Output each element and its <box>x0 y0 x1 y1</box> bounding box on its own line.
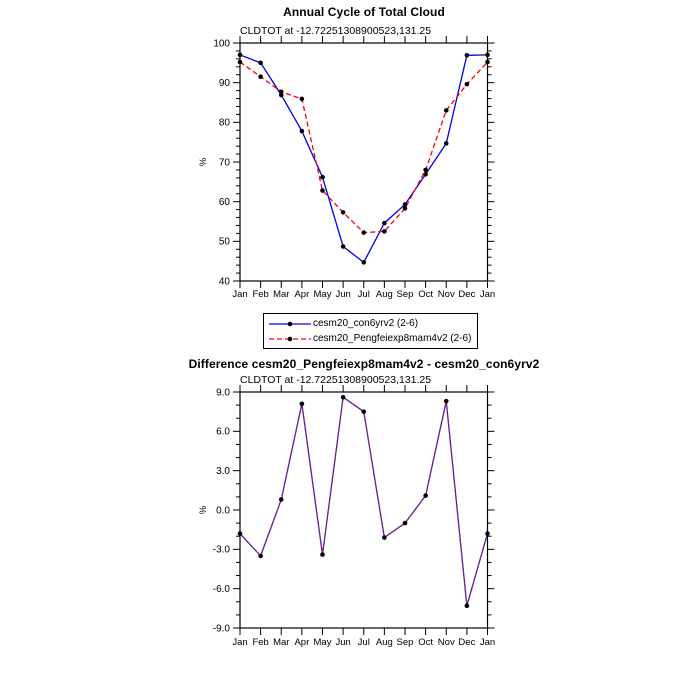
data-point-marker <box>361 409 366 414</box>
blue-solid-line-sample-icon <box>268 318 312 330</box>
chart1-frame <box>240 43 488 281</box>
data-point-marker <box>279 89 284 94</box>
x-tick-label: Feb <box>252 289 269 300</box>
chart1 <box>198 36 495 300</box>
data-point-marker <box>465 603 470 608</box>
chart2-series-0-line <box>240 397 488 605</box>
x-tick-label: Dec <box>458 637 476 648</box>
x-tick-label: May <box>313 637 332 648</box>
x-tick-label: Jul <box>357 289 370 300</box>
legend-row-con6yrv2 <box>268 316 475 331</box>
x-tick-label: Jun <box>335 637 351 648</box>
x-tick-label: Sep <box>396 289 414 300</box>
data-point-marker <box>279 497 284 502</box>
y-tick-label: 9.0 <box>216 387 230 399</box>
x-tick-label: Mar <box>273 289 290 300</box>
y-tick-label: 0.0 <box>216 505 230 517</box>
data-point-marker <box>361 260 366 265</box>
data-point-marker <box>444 108 449 113</box>
x-tick-label: Sep <box>396 637 414 648</box>
data-point-marker <box>485 60 490 65</box>
data-point-marker <box>300 129 305 134</box>
x-tick-label: Apr <box>294 637 310 648</box>
data-point-marker <box>320 188 325 193</box>
y-tick-label: 40 <box>218 276 230 288</box>
data-point-marker <box>320 175 325 180</box>
x-tick-label: Apr <box>294 289 310 300</box>
x-tick-label: Oct <box>418 289 434 300</box>
data-point-marker <box>423 168 428 173</box>
x-tick-label: Oct <box>418 637 434 648</box>
chart1-ticks <box>233 36 495 288</box>
x-tick-label: May <box>313 289 332 300</box>
data-point-marker <box>341 395 346 400</box>
chart2-tick-labels <box>213 387 495 648</box>
chart2-series-0-markers <box>238 395 490 608</box>
data-point-marker <box>403 202 408 207</box>
x-tick-label: Dec <box>458 289 476 300</box>
data-point-marker <box>341 244 346 249</box>
x-tick-label: Aug <box>375 637 393 648</box>
data-point-marker <box>485 53 490 58</box>
data-point-marker <box>444 399 449 404</box>
y-tick-label: -9.0 <box>212 623 230 635</box>
chart2-subtitle: CLDTOT at -12.72251308900523,131.25 <box>240 374 432 386</box>
data-point-marker <box>485 531 490 536</box>
data-point-marker <box>465 82 470 87</box>
x-tick-label: Mar <box>273 637 290 648</box>
y-tick-label: 6.0 <box>216 426 230 438</box>
data-point-marker <box>258 554 263 559</box>
data-point-marker <box>423 493 428 498</box>
chart1-tick-labels <box>213 38 495 300</box>
data-point-marker <box>258 74 263 79</box>
x-tick-label: Jan <box>479 637 496 648</box>
data-point-marker <box>382 221 387 226</box>
y-tick-label: 50 <box>218 236 230 248</box>
y-axis-label: % <box>198 505 209 515</box>
x-tick-label: Jul <box>357 637 370 648</box>
chart1-title: Annual Cycle of Total Cloud <box>283 5 445 19</box>
y-tick-label: 90 <box>218 78 230 90</box>
data-point-marker <box>300 97 305 102</box>
data-point-marker <box>444 141 449 146</box>
x-tick-label: Nov <box>437 637 455 648</box>
x-tick-label: Jan <box>232 289 248 300</box>
data-point-marker <box>382 535 387 540</box>
y-tick-label: 80 <box>218 117 230 129</box>
y-tick-label: 100 <box>213 38 230 50</box>
data-point-marker <box>403 521 408 526</box>
data-point-marker <box>238 531 243 536</box>
chart2-title: Difference cesm20_Pengfeiexp8mam4v2 - cesm20_con6yrv2 <box>188 357 540 371</box>
y-tick-label: 3.0 <box>216 466 230 478</box>
y-tick-label: -3.0 <box>212 544 230 556</box>
y-tick-label: 70 <box>218 157 230 169</box>
y-tick-label: -6.0 <box>212 584 230 596</box>
data-point-marker <box>382 229 387 234</box>
chart2-series-0-overlay-line <box>240 397 488 605</box>
x-tick-label: Nov <box>437 289 455 300</box>
data-point-marker <box>423 172 428 177</box>
chart2 <box>198 385 495 648</box>
data-point-marker <box>320 552 325 557</box>
x-tick-label: Feb <box>252 637 269 648</box>
legend <box>263 313 478 349</box>
chart1-subtitle: CLDTOT at -12.72251308900523,131.25 <box>240 25 432 37</box>
x-tick-label: Jun <box>335 289 351 300</box>
x-tick-label: Jan <box>479 289 496 300</box>
legend-row-pengfeiexp8mam4v2 <box>268 331 475 346</box>
data-point-marker <box>403 206 408 211</box>
y-tick-label: 60 <box>218 197 230 209</box>
data-point-marker <box>465 53 470 58</box>
chart2-ticks <box>233 385 495 635</box>
data-point-marker <box>341 210 346 215</box>
legend-label-pengfeiexp8mam4v2: cesm20_Pengfeiexp8mam4v2 (2-6) <box>313 333 472 344</box>
data-point-marker <box>361 230 366 235</box>
legend-label-con6yrv2: cesm20_con6yrv2 (2-6) <box>313 318 419 329</box>
data-point-marker <box>300 402 305 407</box>
x-tick-label: Jan <box>232 637 248 648</box>
data-point-marker <box>258 61 263 66</box>
data-point-marker <box>238 60 243 65</box>
x-tick-label: Aug <box>375 289 393 300</box>
data-point-marker <box>238 53 243 58</box>
y-axis-label: % <box>198 157 209 167</box>
red-dashed-line-sample-icon <box>268 333 312 345</box>
